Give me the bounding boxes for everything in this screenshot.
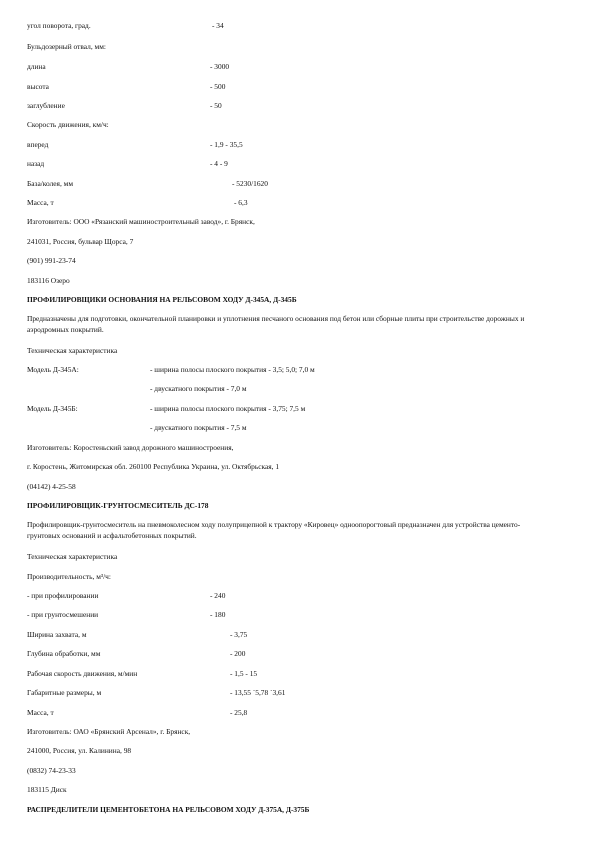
model-spec: - двускатного покрытия - 7,0 м	[150, 384, 247, 393]
spec-label: Масса, т	[27, 198, 54, 207]
model-spec: - ширина полосы плоского покрытия - 3,5; 5,0; 7,0 м	[150, 365, 315, 374]
section-heading: ПРОФИЛИРОВЩИКИ ОСНОВАНИЯ НА РЕЛЬСОВОМ ХОДУ Д-345А, Д-345Б	[27, 295, 297, 304]
phone-line: (0832) 74-23-33	[27, 766, 76, 775]
spec-label: - при грунтосмешении	[27, 610, 99, 619]
spec-value: - 1,5 - 15	[230, 669, 258, 678]
address-line: г. Коростень, Житомирская обл. 260100 Республика Украина, ул. Октябрьская, 1	[27, 462, 280, 471]
spec-value: - 200	[230, 649, 246, 658]
manufacturer-line: Изготовитель: Коростеньский завод дорожного машиностроения,	[27, 443, 234, 452]
spec-value: - 50	[210, 101, 222, 110]
section-heading: ПРОФИЛИРОВЩИК-ГРУНТОСМЕСИТЕЛЬ ДС-178	[27, 501, 209, 510]
spec-value: - 34	[212, 21, 224, 30]
spec-label: заглубление	[27, 101, 65, 110]
tech-heading: Техническая характеристика	[27, 346, 118, 355]
spec-value: - 5230/1620	[232, 179, 268, 188]
model-label: Модель Д-345Б:	[27, 404, 78, 413]
spec-label: Масса, т	[27, 708, 54, 717]
section-heading: РАСПРЕДЕЛИТЕЛИ ЦЕМЕНТОБЕТОНА НА РЕЛЬСОВОМ ХОДУ Д-375А, Д-375Б	[27, 805, 310, 814]
model-spec: - двускатного покрытия - 7,5 м	[150, 423, 247, 432]
spec-label: Рабочая скорость движения, м/мин	[27, 669, 138, 678]
spec-label: Габаритные размеры, м	[27, 688, 102, 697]
address-line: 241031, Россия, бульвар Щорса, 7	[27, 237, 134, 246]
spec-value: - 13,55 ´5,78 ´3,61	[230, 688, 286, 697]
model-label: Модель Д-345А:	[27, 365, 79, 374]
description-paragraph: Предназначены для подготовки, окончательной планировки и уплотнения песчаного основания под бетон или сборные плиты при строительстве дорожных и аэродромных покрытий.	[27, 314, 525, 334]
spec-label: вперед	[27, 140, 49, 149]
code-line: 183116 Озеро	[27, 276, 70, 285]
spec-value: - 6,3	[234, 198, 248, 207]
tech-heading: Техническая характеристика	[27, 552, 118, 561]
spec-value: - 240	[210, 591, 226, 600]
spec-label: длина	[27, 62, 46, 71]
manufacturer-line: Изготовитель: ОАО «Брянский Арсенал», г. Брянск,	[27, 727, 191, 736]
spec-value: - 25,8	[230, 708, 248, 717]
spec-label: Глубина обработки, мм	[27, 649, 101, 658]
phone-line: (04142) 4-25-58	[27, 482, 76, 491]
phone-line: (901) 991-23-74	[27, 256, 76, 265]
spec-value: - 4 - 9	[210, 159, 228, 168]
spec-value: - 3,75	[230, 630, 248, 639]
spec-label: База/колея, мм	[27, 179, 74, 188]
spec-value: - 180	[210, 610, 226, 619]
section-label: Бульдозерный отвал, мм:	[27, 42, 106, 51]
spec-value: - 1,9 - 35,5	[210, 140, 243, 149]
manufacturer-line: Изготовитель: ООО «Рязанский машиностроительный завод», г. Брянск,	[27, 217, 255, 226]
section-label: Скорость движения, км/ч:	[27, 120, 109, 129]
spec-value: - 3000	[210, 62, 230, 71]
spec-label: угол поворота, град.	[27, 21, 91, 30]
spec-label: высота	[27, 82, 49, 91]
address-line: 241000, Россия, ул. Калинина, 98	[27, 746, 132, 755]
spec-label: - при профилировании	[27, 591, 99, 600]
model-spec: - ширина полосы плоского покрытия - 3,75; 7,5 м	[150, 404, 306, 413]
spec-value: - 500	[210, 82, 226, 91]
spec-label: Ширина захвата, м	[27, 630, 87, 639]
section-label: Производительность, м³/ч:	[27, 572, 111, 581]
spec-label: назад	[27, 159, 45, 168]
code-line: 183115 Диск	[27, 785, 67, 794]
description-paragraph: Профилировщик-грунтосмеситель на пневмоколесном ходу полуприцепной к трактору «Кировец» одноопорогтовый предназначен для устройства цементо-грунтовых оснований и асфальтобетонных покрытий.	[27, 520, 521, 540]
